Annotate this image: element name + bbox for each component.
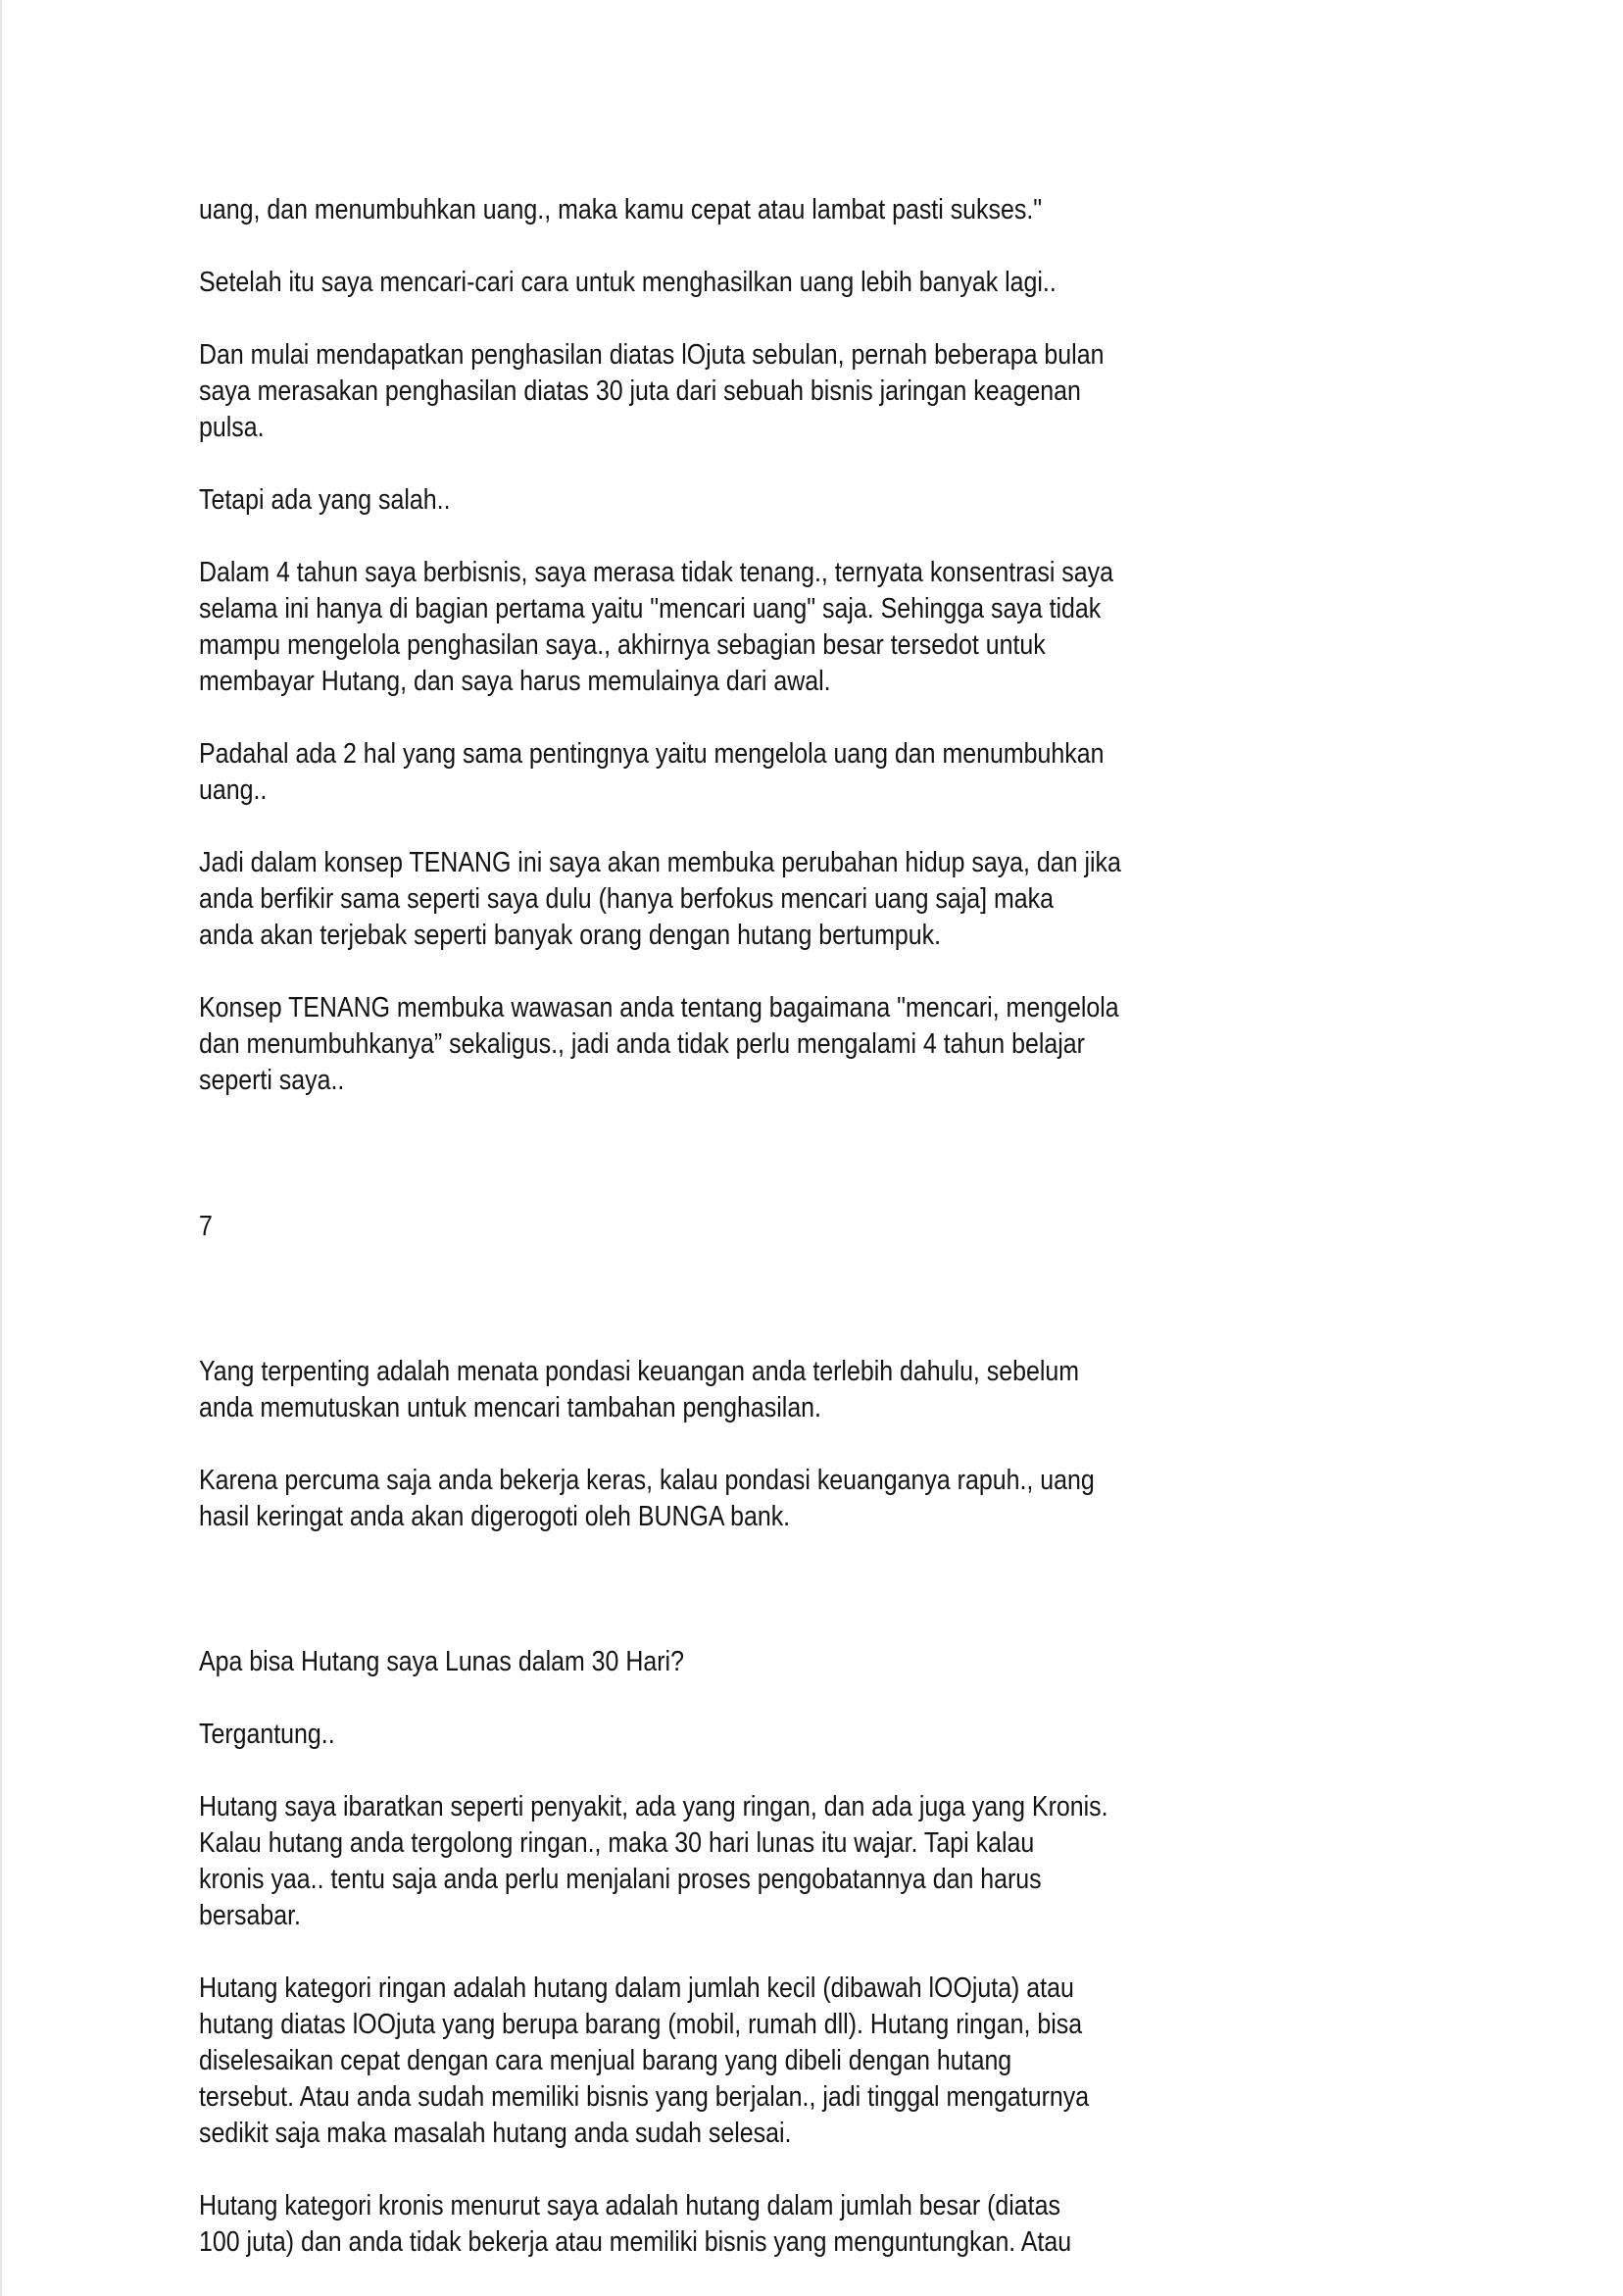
text-line: Setelah itu saya mencari-cari cara untuk menghasilkan uang lebih banyak lagi.. xyxy=(199,267,1057,298)
text-line: Hutang kategori ringan adalah hutang dalam jumlah kecil (dibawah lOOjuta) atau xyxy=(199,1972,1074,2004)
text-line: sedikit saja maka masalah hutang anda sudah selesai. xyxy=(199,2118,792,2149)
text-line: kronis yaa.. tentu saja anda perlu menjalani proses pengobatannya dan harus xyxy=(199,1864,1042,1895)
text-line: selama ini hanya di bagian pertama yaitu "mencari uang" saja. Sehingga saya tidak xyxy=(199,593,1102,624)
text-line: Padahal ada 2 hal yang sama pentingnya yaitu mengelola uang dan menumbuhkan xyxy=(199,738,1105,770)
text-line: membayar Hutang, dan saya harus memulainya dari awal. xyxy=(199,666,831,697)
text-line: Dalam 4 tahun saya berbisnis, saya merasa tidak tenang., ternyata konsentrasi saya xyxy=(199,557,1113,588)
text-line: uang, dan menumbuhkan uang., maka kamu cepat atau lambat pasti sukses." xyxy=(199,194,1043,225)
text-line: Tergantung.. xyxy=(199,1719,335,1750)
text-line: Tetapi ada yang salah.. xyxy=(199,484,451,516)
text-line: hasil keringat anda akan digerogoti oleh BUNGA bank. xyxy=(199,1501,791,1532)
section-question: Apa bisa Hutang saya Lunas dalam 30 Hari? xyxy=(199,1646,684,1677)
text-line: uang.. xyxy=(199,774,268,806)
text-line: pulsa. xyxy=(199,412,265,443)
text-line: mampu mengelola penghasilan saya., akhirnya sebagian besar tersedot untuk xyxy=(199,629,1046,661)
text-line: hutang diatas lOOjuta yang berupa barang (mobil, rumah dll). Hutang ringan, bisa xyxy=(199,2009,1083,2040)
text-line: dan menumbuhkanya” sekaligus., jadi anda tidak perlu mengalami 4 tahun belajar xyxy=(199,1028,1085,1060)
text-line: Dan mulai mendapatkan penghasilan diatas lOjuta sebulan, pernah beberapa bulan xyxy=(199,339,1105,371)
text-line: anda akan terjebak seperti banyak orang dengan hutang bertumpuk. xyxy=(199,920,942,951)
text-line: bersabar. xyxy=(199,1900,301,1931)
text-line: seperti saya.. xyxy=(199,1065,345,1096)
text-line: diselesaikan cepat dengan cara menjual barang yang dibeli dengan hutang xyxy=(199,2045,1012,2076)
text-line: anda berfikir sama seperti saya dulu (hanya berfokus mencari uang saja] maka xyxy=(199,883,1054,915)
text-line: 100 juta) dan anda tidak bekerja atau memiliki bisnis yang menguntungkan. Atau xyxy=(199,2226,1072,2258)
text-line: Hutang saya ibaratkan seperti penyakit, ada yang ringan, dan ada juga yang Kronis. xyxy=(199,1791,1108,1822)
text-line: Kalau hutang anda tergolong ringan., maka 30 hari lunas itu wajar. Tapi kalau xyxy=(199,1827,1035,1859)
text-line: saya merasakan penghasilan diatas 30 juta dari sebuah bisnis jaringan keagenan xyxy=(199,375,1081,407)
text-line: Karena percuma saja anda bekerja keras, kalau pondasi keuanganya rapuh., uang xyxy=(199,1465,1095,1496)
text-line: tersebut. Atau anda sudah memiliki bisnis yang berjalan., jadi tinggal mengaturnya xyxy=(199,2081,1090,2113)
text-line: Konsep TENANG membuka wawasan anda tentang bagaimana "mencari, mengelola xyxy=(199,992,1119,1023)
text-line: Yang terpenting adalah menata pondasi keuangan anda terlebih dahulu, sebelum xyxy=(199,1356,1080,1387)
text-line: Jadi dalam konsep TENANG ini saya akan membuka perubahan hidup saya, dan jika xyxy=(199,847,1121,878)
text-line: anda memutuskan untuk mencari tambahan penghasilan. xyxy=(199,1392,821,1423)
page-number: 7 xyxy=(199,1211,213,1242)
text-line: Hutang kategori kronis menurut saya adalah hutang dalam jumlah besar (diatas xyxy=(199,2190,1060,2221)
